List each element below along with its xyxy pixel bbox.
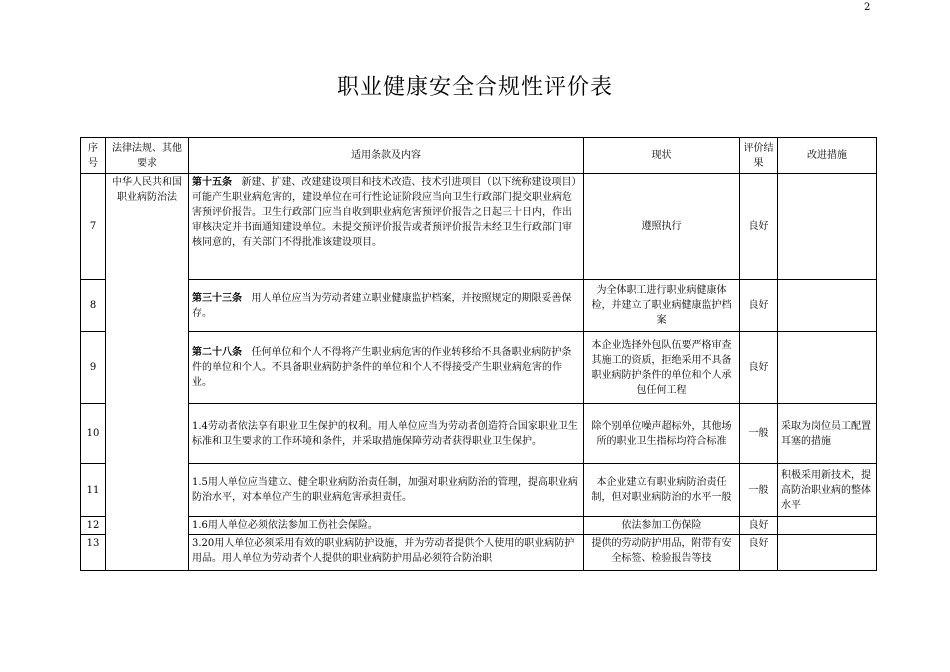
- clause-text: 任何单位和个人不得将产生职业病危害的作业转移给不具备职业病防护条件的单位和个人。不具备职业病防护条件的单位和个人不得接受产生职业病危害的作业。: [192, 347, 572, 388]
- row-no: 12: [81, 517, 106, 535]
- clause-text: 新建、扩建、改建建设项目和技术改造、技术引进项目（以下统称建设项目）可能产生职业病危害的，建设单位在可行性论证阶段应当向卫生行政部门提交职业病危害预评价报告。卫生行政部门应当自收到职业病危害预评价报告之日起三十日内，作出审核决定并书面通知建设单位。未提交预评价报告或者预评价报告未经卫生行政部门审核同意的，有关部门不得批准该建设项目。: [192, 177, 577, 248]
- clause-title: 第二十八条: [192, 347, 242, 358]
- status-cell: 依法参加工伤保险: [584, 517, 740, 535]
- measure-cell: [778, 535, 877, 571]
- table-row: [81, 535, 877, 571]
- header-clause: 适用条款及内容: [189, 138, 584, 174]
- result-cell: 良好: [740, 535, 778, 571]
- result-cell: 一般: [740, 464, 778, 517]
- clause-cell: [189, 174, 584, 280]
- measure-cell: 积极采用新技术，提高防治职业病的整体水平: [778, 464, 877, 517]
- clause-title: 第三十三条: [192, 292, 242, 304]
- row-no: 9: [81, 332, 106, 404]
- clause-cell: 1.5用人单位应当建立、健全职业病防治责任制，加强对职业病防治的管理，提高职业病防治水平，对本单位产生的职业病危害承担责任。: [189, 464, 584, 517]
- row-no: 11: [81, 464, 106, 517]
- clause-cell: [189, 332, 584, 404]
- measure-cell: 采取为岗位员工配置耳塞的措施: [778, 404, 877, 464]
- status-cell: 遵照执行: [584, 174, 740, 280]
- law-name: 中华人民共和国职业病防治法: [106, 174, 189, 571]
- status-cell: 除个别单位噪声超标外，其他场所的职业卫生指标均符合标准: [584, 404, 740, 464]
- measure-cell: [778, 280, 877, 332]
- page-number: 2: [864, 2, 871, 13]
- header-no: 序号: [81, 138, 106, 174]
- header-result: 评价结果: [740, 138, 778, 174]
- document-title: 职业健康安全合规性评价表: [336, 75, 613, 100]
- status-cell: 本企业选择外包队伍要严格审查其施工的资质，拒绝采用不具备职业病防护条件的单位和个人承包任何工程: [584, 332, 740, 404]
- row-no: 10: [81, 404, 106, 464]
- clause-text: 用人单位应当为劳动者建立职业健康监护档案，并按照规定的期限妥善保存。: [192, 292, 572, 319]
- clause-cell: [189, 280, 584, 332]
- table-header-row: [81, 138, 877, 174]
- measure-cell: [778, 517, 877, 535]
- clause-title: 第十五条: [192, 177, 232, 188]
- status-cell: 为全体职工进行职业病健康体检，并建立了职业病健康监护档案: [584, 280, 740, 332]
- result-cell: 良好: [740, 332, 778, 404]
- header-status: 现状: [584, 138, 740, 174]
- table-row: [81, 332, 877, 404]
- table-row: [81, 404, 877, 464]
- row-no: 13: [81, 535, 106, 571]
- table-row: [81, 464, 877, 517]
- clause-cell: 1.4劳动者依法享有职业卫生保护的权利。用人单位应当为劳动者创造符合国家职业卫生标准和卫生要求的工作环境和条件，并采取措施保障劳动者获得职业卫生保护。: [189, 404, 584, 464]
- measure-cell: [778, 174, 877, 280]
- clause-cell: 3.20用人单位必须采用有效的职业病防护设施，并为劳动者提供个人使用的职业病防护用品。用人单位为劳动者个人提供的职业病防护用品必须符合防治职: [189, 535, 584, 571]
- result-cell: 良好: [740, 517, 778, 535]
- header-measure: 改进措施: [778, 138, 877, 174]
- row-no: 7: [81, 174, 106, 280]
- table-row: [81, 280, 877, 332]
- status-cell: 提供的劳动防护用品，附带有安全标签、检验报告等技: [584, 535, 740, 571]
- row-no: 8: [81, 280, 106, 332]
- result-cell: 良好: [740, 280, 778, 332]
- result-cell: 一般: [740, 404, 778, 464]
- header-law: 法律法规、其他要求: [106, 138, 189, 174]
- table-row: [81, 517, 877, 535]
- status-cell: 本企业建立有职业病防治责任制，但对职业病防治的水平一般: [584, 464, 740, 517]
- table-row: [81, 174, 877, 280]
- clause-cell: 1.6用人单位必须依法参加工伤社会保险。: [189, 517, 584, 535]
- result-cell: 良好: [740, 174, 778, 280]
- measure-cell: [778, 332, 877, 404]
- compliance-table: [80, 137, 877, 571]
